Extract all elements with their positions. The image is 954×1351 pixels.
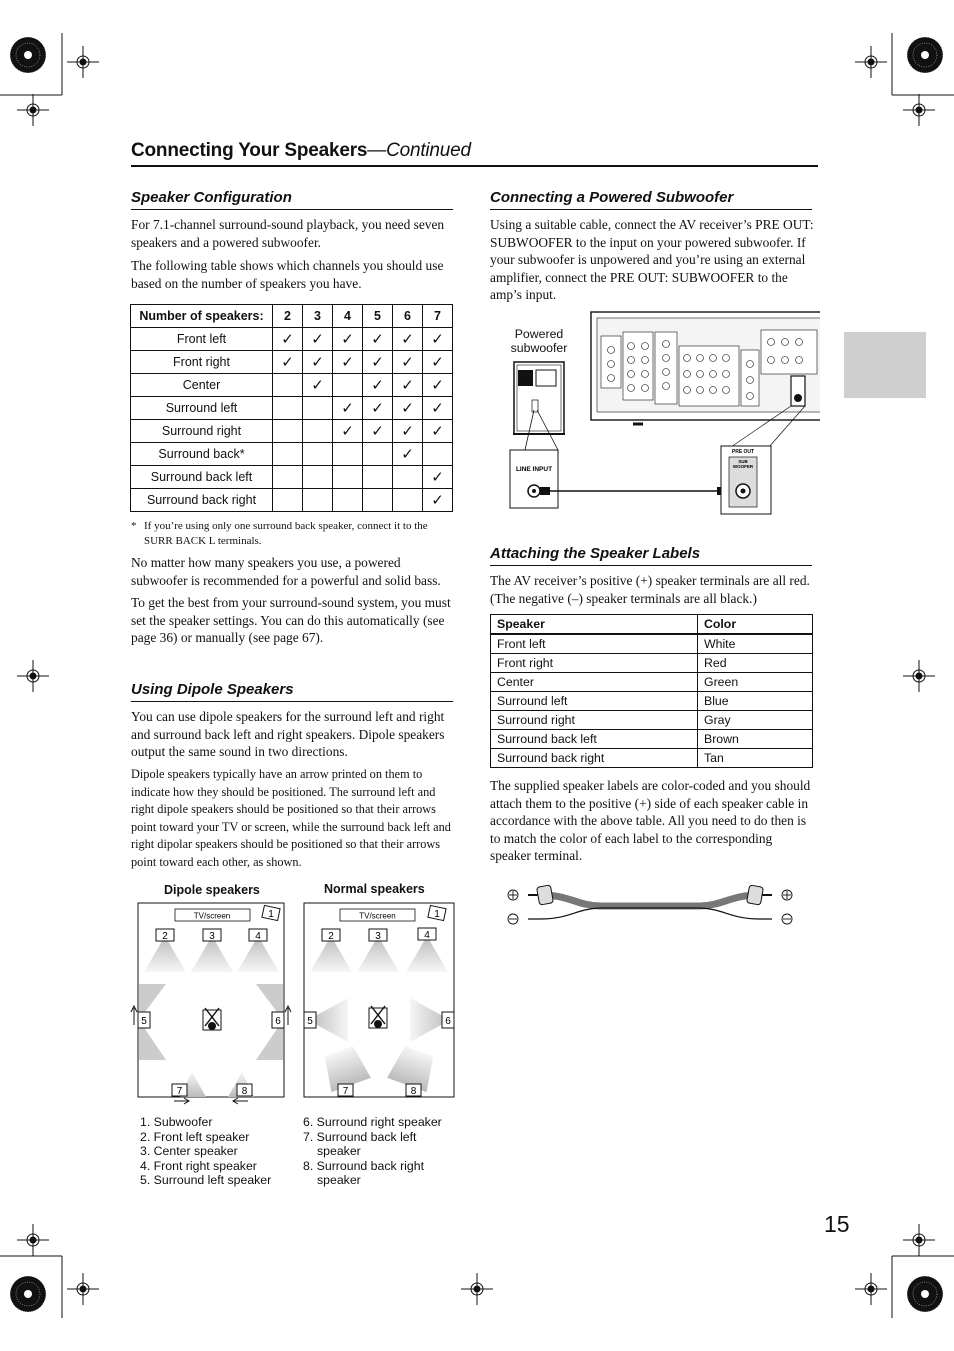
table-header-color: Color — [698, 615, 813, 635]
normal-num-7: 7 — [342, 1086, 349, 1097]
table-row — [491, 711, 813, 730]
speaker-color-table — [490, 614, 813, 768]
check-mark-cell: ✓ — [393, 443, 423, 466]
page-title — [131, 140, 471, 162]
check-mark-cell: ✓ — [423, 328, 453, 351]
empty-cell — [423, 443, 453, 466]
check-mark-cell: ✓ — [423, 397, 453, 420]
table-header-count: 3 — [303, 305, 333, 328]
normal-speakers-diagram — [296, 900, 458, 1105]
speaker-configuration-heading: Speaker Configuration — [131, 189, 453, 210]
dipole-num-4: 4 — [255, 931, 261, 942]
title-rule — [131, 165, 818, 167]
labels-p2: The supplied speaker labels are color-coded and you should attach them to the positive (+) side of each speaker cable in accordance with the above table. All you need to do then is to match the color of each label to the corresponding speaker terminal. — [490, 778, 811, 864]
legend-item: 5. Surround left speaker — [140, 1173, 272, 1187]
subwoofer-label: subwoofer — [510, 341, 568, 355]
speaker-cell: Surround back right — [491, 749, 698, 768]
labels-heading: Attaching the Speaker Labels — [490, 545, 812, 566]
speaker-configuration-p3: No matter how many speakers you use, a powered subwoofer is recommended for a powerful and solid bass. — [131, 555, 441, 588]
table-header-count: 6 — [393, 305, 423, 328]
table-row — [131, 443, 453, 466]
dipole-num-5: 5 — [141, 1016, 147, 1027]
speaker-name-cell: Surround back right — [131, 489, 273, 512]
table-header-row — [491, 615, 813, 635]
check-mark-cell: ✓ — [303, 328, 333, 351]
check-mark-cell: ✓ — [393, 351, 423, 374]
speaker-configuration-p2: The following table shows which channels you should use based on the number of speakers you have. — [131, 258, 444, 291]
speaker-cell: Front right — [491, 654, 698, 673]
speaker-cell: Surround right — [491, 711, 698, 730]
speaker-cell: Surround left — [491, 692, 698, 711]
table-row — [491, 730, 813, 749]
check-mark-cell: ✓ — [303, 374, 333, 397]
footnote: If you’re using only one surround back speaker, connect it to the SURR BACK L terminals. — [144, 520, 428, 547]
subwoofer-heading: Connecting a Powered Subwoofer — [490, 189, 812, 210]
check-mark-cell: ✓ — [423, 351, 453, 374]
color-cell: Blue — [698, 692, 813, 711]
empty-cell — [393, 466, 423, 489]
labels-p1: The AV receiver’s positive (+) speaker terminals are all red. (The negative (–) speaker terminals are all black.) — [490, 573, 810, 606]
woofer-label: WOOFER — [732, 464, 754, 469]
dipole-speakers-diagram — [130, 900, 292, 1105]
normal-num-8: 8 — [410, 1086, 417, 1097]
color-cell: Green — [698, 673, 813, 692]
subwoofer-connection-diagram — [505, 310, 820, 520]
legend-item: 7. Surround back left speaker — [303, 1129, 417, 1158]
color-cell: Brown — [698, 730, 813, 749]
speaker-name-cell: Front left — [131, 328, 273, 351]
section-tab — [844, 332, 926, 398]
check-mark-cell: ✓ — [393, 420, 423, 443]
table-row — [131, 374, 453, 397]
table-header-speaker: Speaker — [491, 615, 698, 635]
check-mark-cell: ✓ — [393, 374, 423, 397]
normal-diagram-label: Normal speakers — [324, 882, 425, 896]
speaker-configuration-p4: To get the best from your surround-sound system, you must set the speaker settings. You can do this automatically (see page 36) or manually (see page 67). — [131, 595, 451, 646]
table-row — [131, 420, 453, 443]
check-mark-cell: ✓ — [333, 420, 363, 443]
speaker-cable-illustration — [500, 874, 800, 930]
empty-cell — [333, 443, 363, 466]
empty-cell — [333, 374, 363, 397]
color-cell: Tan — [698, 749, 813, 768]
speaker-name-cell: Surround back* — [131, 443, 273, 466]
legend-item: 6. Surround right speaker — [303, 1115, 442, 1129]
check-mark-cell: ✓ — [393, 397, 423, 420]
color-cell: Red — [698, 654, 813, 673]
dipole-num-1: 1 — [268, 909, 274, 920]
empty-cell — [363, 466, 393, 489]
dipole-p1: You can use dipole speakers for the surround left and right and surround back left and right speakers. Dipole speakers output the same sound in two directions. — [131, 709, 445, 760]
check-mark-cell: ✓ — [333, 397, 363, 420]
normal-tv-label: TV/screen — [359, 911, 396, 921]
dipole-p2: Dipole speakers typically have an arrow printed on them to indicate how they should be positioned. The surround left and right dipole speakers should be positioned so that their arrows point toward your TV or screen, while the surround back left and right dipolar speakers should be positioned so that their arrows point toward each other, as shown. — [131, 767, 451, 869]
empty-cell — [303, 443, 333, 466]
table-row — [131, 466, 453, 489]
dipole-num-2: 2 — [162, 931, 168, 942]
normal-num-1: 1 — [434, 909, 440, 920]
check-mark-cell: ✓ — [363, 328, 393, 351]
color-cell: White — [698, 634, 813, 654]
speaker-name-cell: Center — [131, 374, 273, 397]
check-mark-cell: ✓ — [423, 374, 453, 397]
speaker-name-cell: Front right — [131, 351, 273, 374]
empty-cell — [273, 420, 303, 443]
page-number: 15 — [824, 1211, 850, 1237]
dipole-num-3: 3 — [209, 931, 215, 942]
legend-item: 1. Subwoofer — [140, 1115, 213, 1129]
page-title-text: Connecting Your Speakers — [131, 140, 368, 161]
empty-cell — [273, 374, 303, 397]
empty-cell — [303, 397, 333, 420]
speaker-name-cell: Surround back left — [131, 466, 273, 489]
color-cell: Gray — [698, 711, 813, 730]
empty-cell — [303, 466, 333, 489]
dipole-heading: Using Dipole Speakers — [131, 681, 453, 702]
table-row — [491, 692, 813, 711]
check-mark-cell: ✓ — [333, 351, 363, 374]
dipole-num-8: 8 — [241, 1086, 248, 1097]
dipole-num-6: 6 — [275, 1016, 281, 1027]
table-header-count: 4 — [333, 305, 363, 328]
table-header-count: 2 — [273, 305, 303, 328]
table-header-label: Number of speakers: — [131, 305, 273, 328]
line-input-label: LINE INPUT — [515, 466, 553, 473]
dipole-num-7: 7 — [176, 1086, 183, 1097]
table-row — [131, 489, 453, 512]
table-row — [491, 634, 813, 654]
legend-item: 3. Center speaker — [140, 1144, 238, 1158]
pre-out-label: PRE OUT — [731, 449, 755, 455]
empty-cell — [333, 489, 363, 512]
dipole-diagram-label: Dipole speakers — [164, 883, 260, 897]
legend-right — [303, 1115, 463, 1188]
powered-label: Powered — [514, 327, 564, 341]
check-mark-cell: ✓ — [423, 420, 453, 443]
normal-num-2: 2 — [328, 931, 334, 942]
empty-cell — [273, 489, 303, 512]
speaker-cell: Center — [491, 673, 698, 692]
speaker-count-table — [130, 304, 453, 512]
empty-cell — [363, 489, 393, 512]
table-header-count: 7 — [423, 305, 453, 328]
speaker-name-cell: Surround left — [131, 397, 273, 420]
sub-label: SUB — [738, 459, 748, 464]
empty-cell — [363, 443, 393, 466]
empty-cell — [273, 443, 303, 466]
check-mark-cell: ✓ — [273, 328, 303, 351]
check-mark-cell: ✓ — [423, 466, 453, 489]
subwoofer-p1: Using a suitable cable, connect the AV receiver’s PRE OUT: SUBWOOFER to the input on your powered subwoofer. If your subwoofer is unpowered and you’re using an external amplifier, connect the PRE OUT: SUBWOOFER to the amp’s input. — [490, 217, 814, 303]
empty-cell — [303, 489, 333, 512]
check-mark-cell: ✓ — [303, 351, 333, 374]
empty-cell — [393, 489, 423, 512]
check-mark-cell: ✓ — [363, 351, 393, 374]
empty-cell — [303, 420, 333, 443]
check-mark-cell: ✓ — [333, 328, 363, 351]
normal-num-3: 3 — [375, 931, 381, 942]
dipole-tv-label: TV/screen — [193, 911, 231, 921]
table-row — [491, 673, 813, 692]
legend-item: 2. Front left speaker — [140, 1129, 250, 1144]
table-row — [131, 397, 453, 420]
empty-cell — [333, 466, 363, 489]
empty-cell — [273, 466, 303, 489]
table-header-row — [131, 305, 453, 328]
check-mark-cell: ✓ — [273, 351, 303, 374]
normal-num-4: 4 — [424, 930, 430, 941]
check-mark-cell: ✓ — [393, 328, 423, 351]
empty-cell — [273, 397, 303, 420]
normal-num-5: 5 — [307, 1016, 313, 1027]
speaker-cell: Front left — [491, 634, 698, 654]
footnote-mark: * — [131, 520, 137, 532]
legend-left — [140, 1115, 300, 1188]
check-mark-cell: ✓ — [363, 397, 393, 420]
speaker-name-cell: Surround right — [131, 420, 273, 443]
legend-item: 4. Front right speaker — [140, 1158, 257, 1173]
speaker-configuration-p1: For 7.1-channel surround-sound playback, you need seven speakers and a powered subwoofer. — [131, 217, 445, 250]
check-mark-cell: ✓ — [423, 489, 453, 512]
check-mark-cell: ✓ — [363, 420, 393, 443]
table-row — [491, 654, 813, 673]
table-row — [131, 328, 453, 351]
check-mark-cell: ✓ — [363, 374, 393, 397]
table-header-count: 5 — [363, 305, 393, 328]
table-row — [131, 351, 453, 374]
speaker-cell: Surround back left — [491, 730, 698, 749]
normal-num-6: 6 — [445, 1016, 451, 1027]
legend-item: 8. Surround back right speaker — [303, 1158, 424, 1187]
page-title-suffix: —Continued — [367, 140, 471, 161]
table-row — [491, 749, 813, 768]
